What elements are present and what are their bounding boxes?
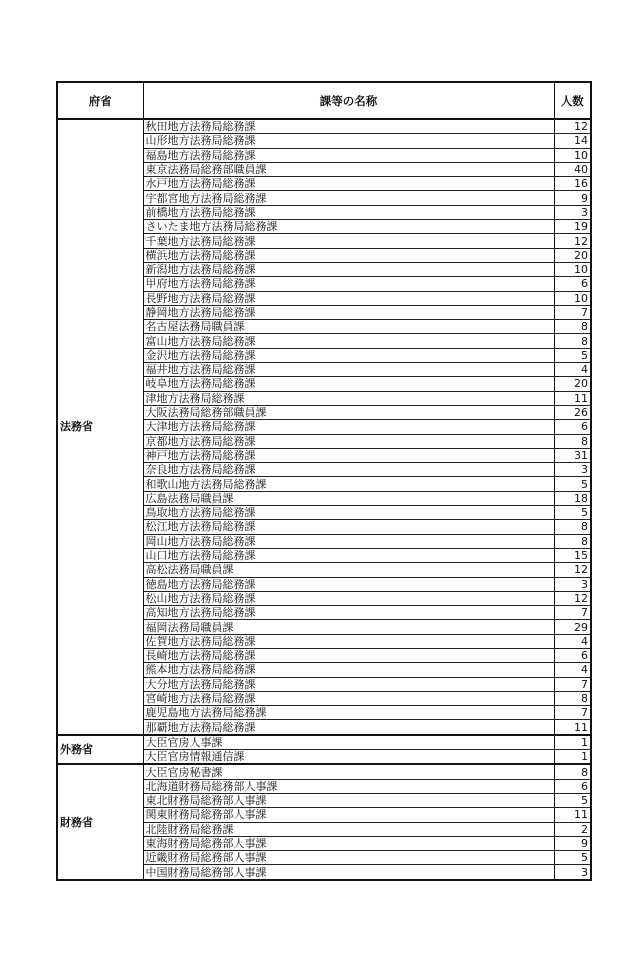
section-name-cell: 福島地方法務局総務課 — [143, 148, 554, 162]
count-cell: 7 — [554, 305, 591, 319]
count-cell: 19 — [554, 220, 591, 234]
count-cell: 8 — [554, 691, 591, 705]
section-name-cell: 東京法務局総務部職員課 — [143, 162, 554, 176]
count-cell: 2 — [554, 822, 591, 836]
roster-body — [57, 119, 591, 880]
count-cell: 6 — [554, 277, 591, 291]
count-cell: 4 — [554, 663, 591, 677]
count-cell: 11 — [554, 391, 591, 405]
count-cell: 6 — [554, 779, 591, 793]
section-name-cell: 福井地方法務局総務課 — [143, 363, 554, 377]
section-name-cell: 近畿財務局総務部人事課 — [143, 851, 554, 865]
ministry-cell: 法務省 — [57, 119, 143, 735]
section-name-cell: 静岡地方法務局総務課 — [143, 305, 554, 319]
count-cell: 7 — [554, 606, 591, 620]
count-cell: 12 — [554, 119, 591, 134]
count-cell: 10 — [554, 262, 591, 276]
count-cell: 5 — [554, 851, 591, 865]
section-name-cell: 大分地方法務局総務課 — [143, 677, 554, 691]
count-cell: 8 — [554, 520, 591, 534]
count-cell: 40 — [554, 162, 591, 176]
section-name-cell: 前橋地方法務局総務課 — [143, 205, 554, 219]
count-cell: 10 — [554, 291, 591, 305]
section-name-cell: 大臣官房情報通信課 — [143, 750, 554, 765]
count-cell: 11 — [554, 720, 591, 735]
section-name-cell: 和歌山地方法務局総務課 — [143, 477, 554, 491]
count-cell: 1 — [554, 735, 591, 750]
count-cell: 29 — [554, 620, 591, 634]
count-cell: 16 — [554, 177, 591, 191]
count-cell: 8 — [554, 764, 591, 779]
count-cell: 3 — [554, 463, 591, 477]
count-cell: 7 — [554, 677, 591, 691]
section-name-cell: 大阪法務局総務部職員課 — [143, 405, 554, 419]
section-name-cell: 東海財務局総務部人事課 — [143, 836, 554, 850]
table-row — [57, 764, 591, 779]
count-cell: 12 — [554, 591, 591, 605]
section-name-cell: 大臣官房秘書課 — [143, 764, 554, 779]
ministry-cell: 外務省 — [57, 735, 143, 765]
section-name-cell: 山口地方法務局総務課 — [143, 548, 554, 562]
count-cell: 8 — [554, 334, 591, 348]
section-name-cell: 神戸地方法務局総務課 — [143, 448, 554, 462]
section-name-cell: 鹿児島地方法務局総務課 — [143, 706, 554, 720]
count-cell: 8 — [554, 534, 591, 548]
count-cell: 1 — [554, 750, 591, 765]
count-cell: 8 — [554, 320, 591, 334]
count-cell: 10 — [554, 148, 591, 162]
count-cell: 14 — [554, 134, 591, 148]
count-cell: 9 — [554, 191, 591, 205]
count-cell: 18 — [554, 491, 591, 505]
count-cell: 12 — [554, 563, 591, 577]
section-name-cell: 津地方法務局総務課 — [143, 391, 554, 405]
section-name-cell: 長崎地方法務局総務課 — [143, 648, 554, 662]
section-name-cell: 北陸財務局総務課 — [143, 822, 554, 836]
section-name-cell: さいたま地方法務局総務課 — [143, 220, 554, 234]
section-name-cell: 宇都宮地方法務局総務課 — [143, 191, 554, 205]
section-name-cell: 北海道財務局総務部人事課 — [143, 779, 554, 793]
section-name-cell: 鳥取地方法務局総務課 — [143, 506, 554, 520]
header-ministry: 府省 — [57, 82, 143, 119]
count-cell: 5 — [554, 348, 591, 362]
count-cell: 20 — [554, 377, 591, 391]
header-row — [57, 82, 591, 119]
section-name-cell: 高松法務局職員課 — [143, 563, 554, 577]
count-cell: 5 — [554, 793, 591, 807]
count-cell: 3 — [554, 865, 591, 880]
header-count: 人数 — [554, 82, 591, 119]
section-name-cell: 長野地方法務局総務課 — [143, 291, 554, 305]
roster-table — [56, 81, 592, 881]
count-cell: 4 — [554, 363, 591, 377]
section-name-cell: 関東財務局総務部人事課 — [143, 808, 554, 822]
table-row — [57, 735, 591, 750]
header-section-name: 課等の名称 — [143, 82, 554, 119]
section-name-cell: 京都地方法務局総務課 — [143, 434, 554, 448]
section-name-cell: 徳島地方法務局総務課 — [143, 577, 554, 591]
count-cell: 3 — [554, 205, 591, 219]
section-name-cell: 水戸地方法務局総務課 — [143, 177, 554, 191]
section-name-cell: 千葉地方法務局総務課 — [143, 234, 554, 248]
section-name-cell: 秋田地方法務局総務課 — [143, 119, 554, 134]
count-cell: 31 — [554, 448, 591, 462]
section-name-cell: 横浜地方法務局総務課 — [143, 248, 554, 262]
section-name-cell: 金沢地方法務局総務課 — [143, 348, 554, 362]
count-cell: 3 — [554, 577, 591, 591]
count-cell: 20 — [554, 248, 591, 262]
section-name-cell: 名古屋法務局職員課 — [143, 320, 554, 334]
section-name-cell: 岐阜地方法務局総務課 — [143, 377, 554, 391]
count-cell: 4 — [554, 634, 591, 648]
section-name-cell: 松江地方法務局総務課 — [143, 520, 554, 534]
section-name-cell: 宮崎地方法務局総務課 — [143, 691, 554, 705]
section-name-cell: 山形地方法務局総務課 — [143, 134, 554, 148]
section-name-cell: 新潟地方法務局総務課 — [143, 262, 554, 276]
section-name-cell: 高知地方法務局総務課 — [143, 606, 554, 620]
count-cell: 12 — [554, 234, 591, 248]
section-name-cell: 那覇地方法務局総務課 — [143, 720, 554, 735]
count-cell: 8 — [554, 434, 591, 448]
section-name-cell: 東北財務局総務部人事課 — [143, 793, 554, 807]
ministry-cell: 財務省 — [57, 764, 143, 879]
count-cell: 26 — [554, 405, 591, 419]
table-row — [57, 119, 591, 134]
count-cell: 7 — [554, 706, 591, 720]
section-name-cell: 松山地方法務局総務課 — [143, 591, 554, 605]
count-cell: 6 — [554, 648, 591, 662]
section-name-cell: 大津地方法務局総務課 — [143, 420, 554, 434]
section-name-cell: 奈良地方法務局総務課 — [143, 463, 554, 477]
count-cell: 9 — [554, 836, 591, 850]
count-cell: 15 — [554, 548, 591, 562]
section-name-cell: 広島法務局職員課 — [143, 491, 554, 505]
section-name-cell: 佐賀地方法務局総務課 — [143, 634, 554, 648]
section-name-cell: 甲府地方法務局総務課 — [143, 277, 554, 291]
section-name-cell: 熊本地方法務局総務課 — [143, 663, 554, 677]
section-name-cell: 大臣官房人事課 — [143, 735, 554, 750]
count-cell: 5 — [554, 506, 591, 520]
count-cell: 5 — [554, 477, 591, 491]
count-cell: 6 — [554, 420, 591, 434]
section-name-cell: 岡山地方法務局総務課 — [143, 534, 554, 548]
section-name-cell: 中国財務局総務部人事課 — [143, 865, 554, 880]
section-name-cell: 富山地方法務局総務課 — [143, 334, 554, 348]
section-name-cell: 福岡法務局職員課 — [143, 620, 554, 634]
count-cell: 11 — [554, 808, 591, 822]
